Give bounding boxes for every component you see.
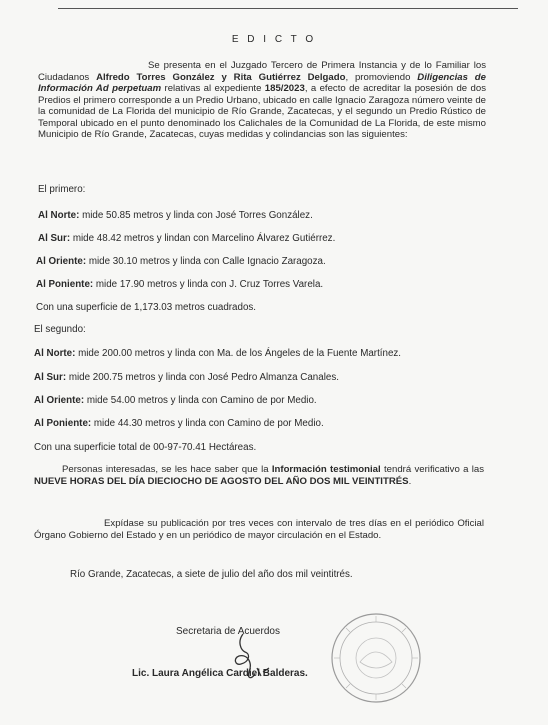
- document-title: E D I C T O: [231, 34, 317, 45]
- second-east: Al Oriente: mide 54.00 metros y linda con Camino de por Medio.: [34, 395, 317, 406]
- first-label: El primero:: [38, 184, 86, 195]
- publication-order: Expídase su publicación por tres veces con intervalo de tres días en el periódico Oficial Órgano Gobierno del Estado y en un periódico de mayor circulación en el Estado.: [34, 518, 484, 541]
- second-north: Al Norte: mide 200.00 metros y linda con Ma. de los Ángeles de la Fuente Martínez.: [34, 348, 402, 359]
- first-west: Al Poniente: mide 17.90 metros y linda con J. Cruz Torres Varela.: [36, 279, 324, 290]
- first-area: Con una superficie de 1,173.03 metros cuadrados.: [36, 302, 257, 313]
- official-seal-icon: [330, 612, 422, 704]
- top-rule: [58, 8, 518, 9]
- secretary-title: Secretaria de Acuerdos: [176, 626, 280, 637]
- first-east: Al Oriente: mide 30.10 metros y linda con Calle Ignacio Zaragoza.: [36, 256, 326, 267]
- signer-name: Lic. Laura Angélica Cardiel Balderas.: [132, 668, 308, 679]
- second-area: Con una superficie total de 00-97-70.41 Hectáreas.: [34, 442, 257, 453]
- intro-paragraph: [38, 60, 486, 141]
- hearing-notice: Personas interesadas, se les hace saber que la Información testimonial tendrá verificativo a las NUEVE HORAS DEL DÍA DIECIOCHO DE AGOSTO DEL AÑO DOS MIL VEINTITRÉS.: [34, 464, 484, 487]
- first-south: Al Sur: mide 48.42 metros y lindan con Marcelino Álvarez Gutiérrez.: [38, 233, 336, 244]
- intro-text: Se presenta en el Juzgado Tercero de Primera Instancia y de lo Familiar los Ciudadanos Alfredo Torres González y Rita Gutiérrez Delgado, promoviendo Diligencias de Información Ad perpetuam relativas al expediente 185/2023, a efecto de acreditar la posesión de dos Predios el primero corresponde a un Predio Urbano, ubicado en calle Ignacio Zaragoza número veinte de la comunidad de La Florida del municipio de Río Grande, Zacatecas, y el segundo un Predio Rústico de Temporal ubicado en el punto denominado los Calichales de la Comunidad de La Florida, de este mismo Municipio de Río Grande, Zacatecas, cuyas medidas y colindancias son las siguientes:: [38, 60, 486, 140]
- second-south: Al Sur: mide 200.75 metros y linda con José Pedro Almanza Canales.: [34, 372, 339, 383]
- place-date: Río Grande, Zacatecas, a siete de julio del año dos mil veintitrés.: [70, 569, 353, 580]
- second-west: Al Poniente: mide 44.30 metros y linda con Camino de por Medio.: [34, 418, 324, 429]
- second-label: El segundo:: [34, 324, 86, 335]
- first-north: Al Norte: mide 50.85 metros y linda con José Torres González.: [38, 210, 313, 221]
